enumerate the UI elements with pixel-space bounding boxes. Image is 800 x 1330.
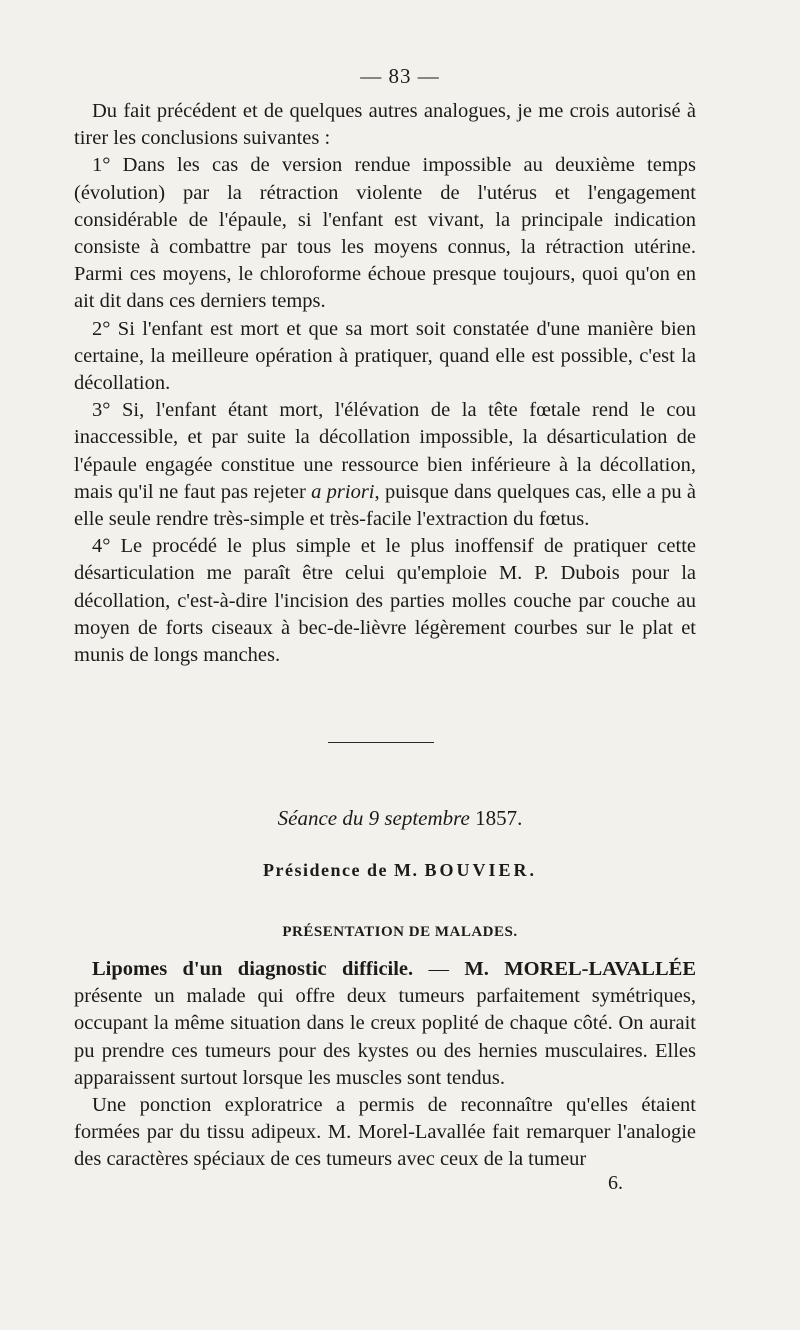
conclusion-1: 1° Dans les cas de version rendue impossible au deuxième temps (évolution) par la rétraction violente de l'utérus et l'engagement considérable de l'épaule, si l'enfant est vivant, la principale indication consiste à combattre par tous les moyens connus, la rétraction utérine. Parmi ces moyens, le chloroforme échoue presque toujours, quoi qu'on en ait dit dans ces derniers temps. [74, 154, 696, 313]
conclusion-3-italic: a priori [311, 480, 375, 503]
lipomes-title: Lipomes d'un diagnostic difficile. [92, 958, 414, 980]
lipomes-paragraph-2: Une ponction exploratrice a permis de reconnaître qu'elles étaient formées par du tissu adipeux. M. Morel-Lavallée fait remarquer l'analogie des caractères spéciaux de ces tumeurs avec ceux de la tumeur [74, 1094, 696, 1171]
conclusions-text [74, 98, 696, 669]
signature-mark: 6. [608, 1172, 623, 1194]
section-divider [328, 742, 434, 743]
conclusion-3-end: , puisque dans quelques cas, elle a pu à elle seule rendre très-simple et très-facile l'extraction du fœtus. [74, 480, 696, 531]
lipomes-paragraph-1-rest: présente un malade qui offre deux tumeurs parfaitement symétriques, occupant la même situation dans le creux poplité de chaque côté. On aurait pu prendre ces tumeurs pour des kystes ou des hernies musculaires. Elles apparaissent surtout lorsque les muscles sont tendus. [74, 985, 696, 1089]
presidence-heading [0, 860, 800, 881]
intro-paragraph: Du fait précédent et de quelques autres analogues, je me crois autorisé à tirer les conclusions suivantes : [74, 100, 696, 150]
presidence-name: BOUVIER. [424, 860, 537, 880]
conclusion-2: 2° Si l'enfant est mort et que sa mort soit constatée d'une manière bien certaine, la meilleure opération à pratiquer, quand elle est possible, c'est la décollation. [74, 317, 696, 395]
conclusion-4: 4° Le procédé le plus simple et le plus inoffensif de pratiquer cette désarticulation me paraît être celui qu'emploie M. P. Dubois pour la décollation, c'est-à-dire l'incision des parties molles couche par couche au moyen de forts ciseaux à bec-de-lièvre légèrement courbes sur le plat et munis de longs manches. [74, 535, 696, 667]
lipomes-author: M. MOREL-LAVALLÉE [464, 958, 696, 980]
conclusion-3-start: 3° Si, l'enfant étant mort, l'élévation de la tête fœtale rend le cou inaccessible, et par suite la décollation impossible, la désarticulation de l'épaule engagée constitue une ressource bien inférieure à la décollation, mais qu'il ne faut pas rejeter [74, 399, 696, 503]
seance-heading [0, 806, 800, 831]
conclusion-3 [74, 397, 696, 533]
seance-year: 1857. [475, 806, 523, 830]
lipomes-dash: — [413, 958, 465, 980]
lipomes-paragraph-1 [74, 956, 696, 1092]
lipomes-section [74, 956, 696, 1174]
presidence-prefix: Présidence de M. [263, 860, 419, 880]
presentation-heading: PRÉSENTATION DE MALADES. [282, 924, 518, 940]
page-number: — 83 — [360, 64, 440, 88]
seance-label: Séance du 9 septembre [277, 806, 470, 830]
